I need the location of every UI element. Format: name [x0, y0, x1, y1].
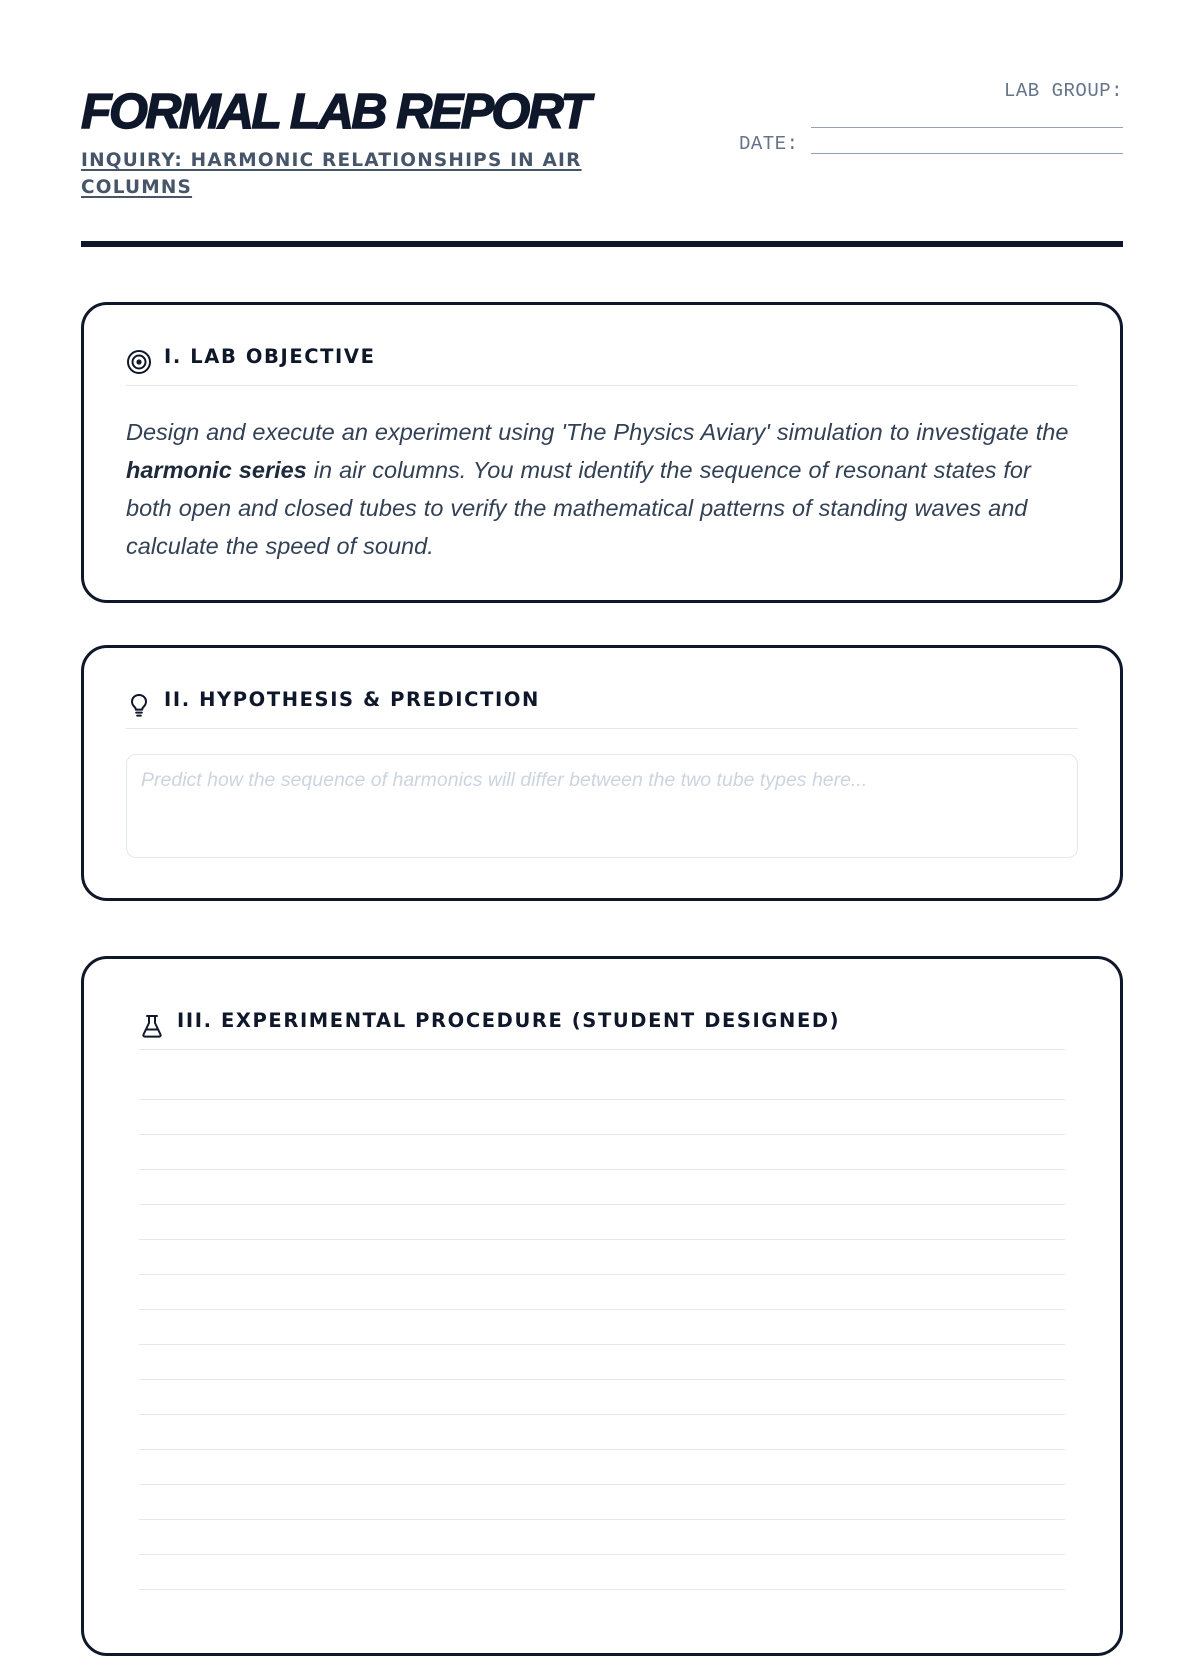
ruled-line	[139, 1134, 1065, 1135]
ruled-line	[139, 1204, 1065, 1205]
header-divider	[81, 241, 1123, 247]
procedure-heading: III. EXPERIMENTAL PROCEDURE (STUDENT DESIGNED)	[177, 1009, 841, 1032]
ruled-line	[139, 1169, 1065, 1170]
flask-icon	[139, 1013, 165, 1039]
procedure-writing-area[interactable]	[139, 1099, 1065, 1653]
report-subtitle: INQUIRY: HARMONIC RELATIONSHIPS IN AIR COLUMNS	[81, 150, 582, 198]
ruled-line	[139, 1099, 1065, 1100]
ruled-line	[139, 1414, 1065, 1415]
hypothesis-heading: II. HYPOTHESIS & PREDICTION	[164, 688, 540, 711]
ruled-line	[139, 1309, 1065, 1310]
ruled-line	[139, 1554, 1065, 1555]
ruled-line	[139, 1274, 1065, 1275]
ruled-line	[139, 1344, 1065, 1345]
report-title: FORMAL LAB REPORT	[81, 85, 589, 139]
objective-header	[126, 335, 1078, 386]
procedure-section	[81, 956, 1123, 1656]
lightbulb-icon	[126, 692, 152, 718]
date-label: DATE:	[739, 133, 799, 155]
objective-section	[81, 302, 1123, 603]
hypothesis-input[interactable]	[126, 754, 1078, 858]
ruled-line	[139, 1239, 1065, 1240]
objective-bold-term: harmonic series	[126, 457, 307, 483]
ruled-line	[139, 1449, 1065, 1450]
lab-group-label: LAB GROUP:	[1004, 80, 1124, 102]
date-field[interactable]	[811, 153, 1123, 154]
ruled-line	[139, 1519, 1065, 1520]
ruled-line	[139, 1484, 1065, 1485]
objective-text: Design and execute an experiment using 'The Physics Aviary' simulation to investigate the harmonic series in air columns. You must identify the sequence of resonant states for both open and closed tubes to verify the mathematical patterns of standing waves and calculate the speed of sound.	[126, 419, 1069, 559]
lab-group-field[interactable]	[811, 127, 1123, 128]
procedure-header	[139, 999, 1065, 1050]
objective-heading: I. LAB OBJECTIVE	[164, 345, 376, 368]
hypothesis-section	[81, 645, 1123, 901]
target-icon	[126, 349, 152, 375]
ruled-line	[139, 1379, 1065, 1380]
hypothesis-header	[126, 678, 1078, 729]
report-header	[81, 84, 1123, 244]
ruled-line	[139, 1589, 1065, 1590]
